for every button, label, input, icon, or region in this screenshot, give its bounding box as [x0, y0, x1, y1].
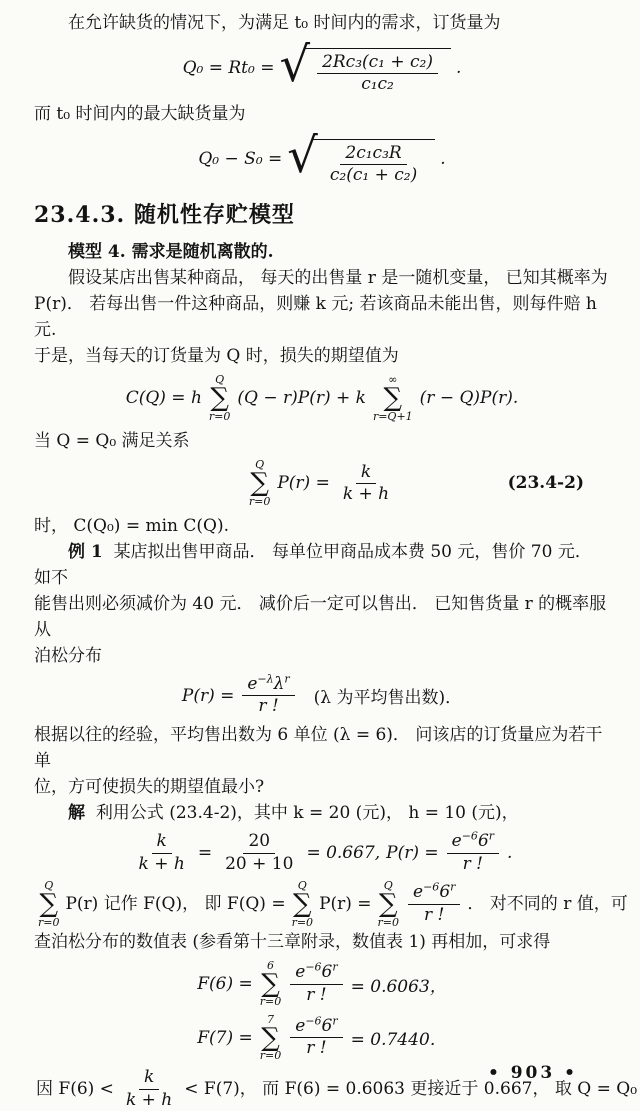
condition-line: 当 Q = Q₀ 满足关系	[34, 430, 190, 451]
solution-text: 利用公式 (23.4-2)，其中 k = 20 (元)， h = 10 (元)，	[95, 803, 519, 824]
square-root	[287, 127, 435, 187]
exponent: −6	[305, 960, 322, 974]
equation-order-quantity	[34, 37, 610, 96]
exponent: r	[332, 960, 338, 974]
equation-rhs: = 0.7440．	[350, 1030, 447, 1051]
question-line: 根据以往的经验，平均售出数为 6 单位 (λ = 6)． 问该店的订货量应为若干单	[34, 725, 603, 772]
sigma-icon: ∑	[261, 1022, 280, 1053]
radical-icon: √	[287, 127, 318, 184]
equation-period: .	[440, 148, 446, 169]
section-heading: 23.4.3. 随机性存贮模型	[34, 202, 295, 228]
fraction: $\frac{20}{20 + 10}$	[225, 831, 294, 874]
lookup-line: 查泊松分布的数值表 (参看第十三章附录，数值表 1) 再相加，可求得	[34, 931, 551, 952]
equation-lhs: Q₀ − S₀ =	[198, 148, 283, 169]
sigma-icon: ∑	[250, 467, 269, 498]
sigma-icon: ∑	[293, 888, 312, 919]
poisson-fraction: $\frac{e^{-6}6^r}{r !}$	[290, 962, 342, 1006]
equation-lhs: F(6) =	[197, 974, 253, 995]
fraction: $\frac{k}{k + h}$	[342, 461, 390, 504]
sigma-icon: ∑	[210, 383, 229, 414]
fraction: $\frac{\text{2Rc₃(c₁ + c₂)}}{\text{c₁c₂}}$	[317, 52, 438, 96]
question-line: 位，方可使损失的期望值最小?	[34, 777, 265, 798]
example-label: 例 1	[68, 541, 103, 562]
equation-poisson	[34, 674, 610, 718]
equation-lhs: P(r) =	[181, 685, 235, 706]
intro-paragraph-1: 在允许缺货的情况下，为满足 t₀ 时间内的需求，订货量为	[68, 13, 501, 33]
equation-f7	[34, 1014, 610, 1063]
equation-max-shortage	[34, 127, 610, 187]
example-paragraph	[34, 539, 610, 669]
solution-label: 解	[68, 803, 85, 824]
example-text: 某店拟出售甲商品． 每单位甲商品成本费 50 元，售价 70 元． 如不	[34, 541, 592, 588]
sigma-icon: ∑	[261, 968, 280, 999]
equation-rhs: = 0.6063，	[350, 976, 447, 997]
summation: Q ∑ r=0	[291, 878, 314, 929]
poisson-fraction: $\frac{e^{-6}6^r}{r !}$	[408, 882, 460, 926]
poisson-fraction: $\frac{e^{-6}6^r}{r !}$	[290, 1016, 342, 1060]
exponent: r	[332, 1014, 338, 1028]
sigma-icon: ∑	[39, 888, 59, 919]
model-title: 模型 4. 需求是随机离散的.	[68, 242, 274, 262]
example-first-line	[34, 539, 610, 591]
fraction: $\frac{\text{2c₁c₃R}}{\text{c₂(c₁ + c₂)}}$	[329, 142, 418, 185]
summation: Q ∑ r=0	[208, 373, 231, 423]
equation-expected-loss	[34, 374, 610, 423]
fq-definition-line: Q ∑ r=0 P(r) 记作 F(Q)， 即 F(Q) = Q ∑ r=0 P(r) = Q ∑ r=0 $\frac{e^{-6}6^r}{r !}$ ． 对不同的 r 值，可	[38, 878, 628, 929]
model-paragraph	[34, 265, 610, 369]
equation-lhs: F(7) =	[197, 1027, 253, 1048]
sigma-icon: ∑	[379, 888, 398, 919]
fraction: $\frac{k}{k + h}$	[138, 831, 185, 874]
summation: Q ∑ r=0	[248, 457, 271, 508]
exponent: −6	[461, 829, 478, 843]
equation-period: .	[456, 58, 462, 79]
equation-lhs: Q₀ = Rt₀ =	[182, 58, 275, 79]
exponent: −6	[305, 1014, 322, 1028]
paragraph-line: 于是，当每天的订货量为 Q 时，损失的期望值为	[34, 346, 399, 366]
summation: Q ∑ r=0	[38, 878, 60, 929]
paragraph-line: 泊松分布	[34, 645, 102, 666]
exponent: r	[284, 672, 290, 686]
square-root	[279, 37, 451, 96]
conclusion-line: 因 F(6) < $\frac{k}{k + h}$ < F(7)， 而 F(6) = 0.6063 更接近于 0.667， 取 Q = Q₀	[36, 1067, 638, 1110]
poisson-fraction: $\frac{e^{-6}6^r}{r !}$	[447, 831, 499, 875]
equation-mid: (Q − r)P(r) + k	[237, 388, 366, 409]
paragraph-line: 假设某店出售某种商品， 每天的出售量 r 是一随机变量， 已知其概率为	[68, 268, 608, 288]
equation-f6	[34, 960, 610, 1009]
radical-icon: √	[279, 37, 311, 93]
equation-mid: P(r) =	[386, 843, 439, 863]
exponent: −λ	[257, 672, 274, 686]
equation-number: (23.4-2)	[507, 473, 584, 494]
exponent: r	[450, 880, 456, 894]
paragraph-line: 能售出则必须减价为 40 元． 减价后一定可以售出． 已知售货量 r 的概率服从	[34, 593, 607, 640]
equation-k-ratio: $\frac{k}{k + h}$ = $\frac{20}{20 + 10}$ = 0.667, P(r) = $\frac{e^{-6}6^r}{r !}$ .	[34, 831, 610, 875]
summation: ∞ ∑ r=Q+1	[372, 373, 413, 423]
equation-mid: P(r) =	[277, 473, 330, 494]
sigma-icon: ∑	[383, 383, 403, 414]
summation: Q ∑ r=0	[377, 878, 400, 929]
summation: 7 ∑ r=0	[259, 1012, 282, 1063]
exponent: r	[488, 829, 495, 843]
fraction: $\frac{k}{k + h}$	[125, 1067, 173, 1110]
equation-lhs: C(Q) = h	[125, 388, 202, 409]
exponent: −6	[423, 880, 440, 894]
poisson-fraction: $\frac{e^{-\lambda}\lambda^r}{r !}$	[242, 674, 294, 718]
page-number: • 903 •	[487, 1062, 578, 1083]
equation-note: (λ 为平均售出数)．	[313, 688, 463, 708]
min-line: 时， C(Q₀) = min C(Q).	[34, 515, 230, 536]
solution-paragraph	[34, 800, 610, 826]
summation: 6 ∑ r=0	[259, 958, 282, 1009]
equation-23-4-2	[34, 459, 610, 508]
intro-paragraph-2: 而 t₀ 时间内的最大缺货量为	[34, 103, 246, 124]
equation-rhs: (r − Q)P(r).	[419, 388, 519, 409]
paragraph-line: P(r)． 若每出售一件这种商品，则赚 k 元; 若该商品未能出售，则每件赔 h 元.	[34, 294, 597, 340]
